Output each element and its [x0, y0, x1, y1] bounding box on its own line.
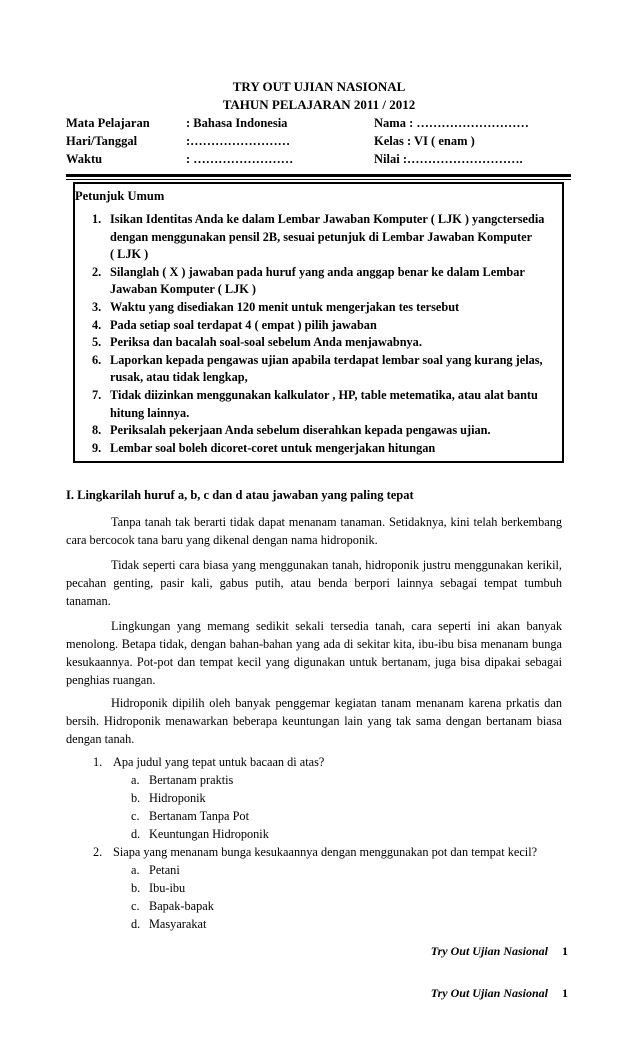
reading-paragraph: Hidroponik dipilih oleh banyak penggemar kegiatan tanam menanam karena prkatis dan bersih. Hidroponik menawarkan beberapa keuntungan lain yang tak sama dengan bertanam biasa dengan tanah.	[66, 696, 562, 746]
instruction-item	[0, 334, 562, 352]
label-mata-pelajaran: Mata Pelajaran	[66, 116, 150, 130]
instruction-text: Periksa dan bacalah soal-soal sebelum Anda menjawabnya.	[110, 335, 422, 350]
instruction-number: 4.	[92, 317, 102, 332]
page-number: 1	[562, 944, 568, 958]
instruction-item	[0, 440, 562, 458]
instruction-number: 5.	[92, 335, 102, 350]
reading-paragraph: Tidak seperti cara biasa yang menggunakan tanah, hidroponik justru menggunakan kerikil, pecahan genting, pasir kali, gabus putih, atau benda berpori lainnya sebagai tempat tumbuh tanaman.	[66, 558, 562, 608]
instruction-number	[0, 369, 110, 387]
instruction-number	[0, 281, 110, 299]
question-text: Siapa yang menanam bunga kesukaannya dengan menggunakan pot dan tempat kecil?	[113, 845, 538, 859]
instruction-item	[0, 281, 562, 299]
value-waktu: : ……………………	[186, 152, 294, 166]
instruction-item	[0, 211, 562, 229]
question-number: 2.	[93, 845, 103, 859]
instruction-text: ( LJK )	[110, 247, 149, 262]
option-letter: c.	[131, 899, 140, 913]
option-letter: a.	[131, 863, 140, 877]
instruction-text: Tidak diizinkan menggunakan kalkulator , HP, table metematika, atau alat bantu	[110, 387, 538, 402]
field-nama: Nama : ………………………	[374, 116, 529, 130]
reading-paragraph: Lingkungan yang memang sedikit sekali tersedia tanah, cara seperti ini akan banyak menolong. Betapa tidak, dengan bahan-bahan yang ada di sekitar kita, ibu-ibu bisa menanam bunga kesukaannya. Pot-pot dan tempat kecil yang digunakan untuk bertanam, juga bisa dipakai sebagai penghias ruangan.	[66, 619, 562, 687]
header-divider	[66, 174, 571, 177]
question-text: Apa judul yang tepat untuk bacaan di atas?	[113, 755, 325, 769]
instruction-item	[0, 352, 562, 370]
option-text: Petani	[149, 863, 180, 877]
instruction-number: 8.	[92, 423, 102, 438]
option-text: Keuntungan Hidroponik	[149, 827, 269, 841]
instruction-number: 2.	[92, 264, 102, 279]
option-letter: c.	[131, 809, 140, 823]
page-footer	[431, 986, 568, 1001]
instruction-item	[0, 387, 562, 405]
option-text: Masyarakat	[149, 917, 207, 931]
footer-text: Try Out Ujian Nasional	[430, 986, 548, 1000]
instruction-item	[0, 229, 562, 247]
instruction-text: Jawaban Komputer ( LJK )	[110, 282, 256, 297]
field-kelas: Kelas : VI ( enam )	[374, 134, 475, 148]
section-heading: I. Lingkarilah huruf a, b, c dan d atau jawaban yang paling tepat	[66, 488, 414, 502]
instruction-number: 1.	[92, 212, 102, 226]
instruction-text: Pada setiap soal terdapat 4 ( empat ) pilih jawaban	[110, 317, 377, 332]
footer-text: Try Out Ujian Nasional	[430, 944, 548, 958]
instruction-text: Lembar soal boleh dicoret-coret untuk mengerjakan hitungan	[110, 440, 436, 455]
instruction-item	[0, 264, 562, 282]
instructions-title: Petunjuk Umum	[75, 189, 165, 203]
instruction-item	[0, 317, 562, 335]
instruction-text: Isikan Identitas Anda ke dalam Lembar Jawaban Komputer ( LJK ) yangctersedia	[110, 212, 545, 226]
instruction-number: 9.	[92, 440, 102, 455]
option-text: Bertanam praktis	[149, 773, 234, 787]
value-mata-pelajaran: : Bahasa Indonesia	[186, 116, 288, 130]
option-letter: d.	[131, 827, 141, 841]
option-text: Hidroponik	[149, 791, 206, 805]
instruction-text: dengan menggunakan pensil 2B, sesuai petunjuk di Lembar Jawaban Komputer	[110, 229, 533, 244]
option-letter: b.	[131, 881, 141, 895]
field-nilai: Nilai :……………………….	[374, 152, 523, 166]
option-letter: b.	[131, 791, 141, 805]
instruction-item	[0, 422, 562, 440]
instruction-text: Periksalah pekerjaan Anda sebelum diserahkan kepada pengawas ujian.	[110, 423, 491, 438]
header-divider-thin	[66, 179, 571, 180]
option-text: Bapak-bapak	[149, 899, 214, 913]
question-number: 1.	[93, 755, 103, 769]
label-hari-tanggal: Hari/Tanggal	[66, 134, 138, 148]
exam-year: TAHUN PELAJARAN 2011 / 2012	[222, 97, 416, 112]
instruction-item	[0, 369, 562, 387]
instruction-number: 7.	[92, 387, 102, 402]
instruction-text: Silanglah ( X ) jawaban pada huruf yang anda anggap benar ke dalam Lembar	[110, 264, 525, 279]
page-number: 1	[562, 986, 568, 1000]
instruction-text: Waktu yang disediakan 120 menit untuk mengerjakan tes tersebut	[110, 299, 460, 314]
instruction-number	[0, 229, 110, 247]
label-waktu: Waktu	[66, 152, 103, 166]
instruction-number	[0, 405, 110, 423]
option-text: Bertanam Tanpa Pot	[149, 809, 249, 823]
exam-title: TRY OUT UJIAN NASIONAL	[232, 79, 406, 94]
page-footer	[431, 944, 568, 959]
instruction-number: 3.	[92, 299, 102, 314]
value-hari-tanggal: :……………………	[186, 134, 291, 148]
instruction-item	[0, 405, 562, 423]
option-letter: a.	[131, 773, 140, 787]
reading-paragraph: Tanpa tanah tak berarti tidak dapat menanam tanaman. Setidaknya, kini telah berkembang cara bercocok tana baru yang dikenal dengan nama hidroponik.	[66, 515, 562, 547]
instruction-number	[0, 246, 110, 264]
option-letter: d.	[131, 917, 141, 931]
instruction-number: 6.	[92, 352, 102, 367]
instruction-text: Laporkan kepada pengawas ujian apabila terdapat lembar soal yang kurang jelas,	[110, 352, 543, 367]
instruction-item	[0, 246, 562, 264]
instructions-list	[0, 211, 562, 457]
instruction-text: hitung lainnya.	[110, 405, 190, 420]
option-text: Ibu-ibu	[149, 881, 186, 895]
instruction-item	[0, 299, 562, 317]
instruction-text: rusak, atau tidak lengkap,	[110, 370, 248, 385]
